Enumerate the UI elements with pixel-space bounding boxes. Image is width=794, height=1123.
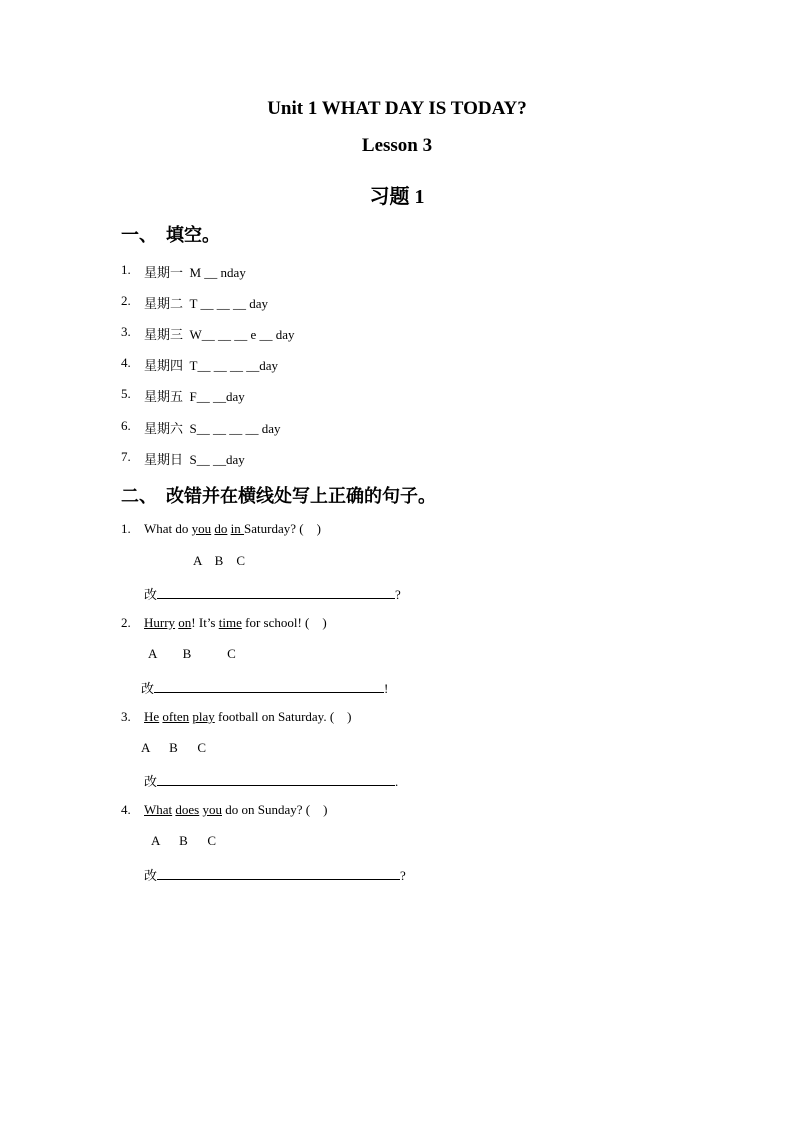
error-part-a: What <box>144 802 173 817</box>
unit-title: Unit 1 WHAT DAY IS TODAY? <box>267 98 527 119</box>
list-item-number: 4. <box>121 355 131 370</box>
correction-blank <box>157 585 395 599</box>
question-number: 3. <box>121 709 131 724</box>
question-number: 2. <box>121 615 131 630</box>
error-part-a: He <box>144 709 160 724</box>
error-part-b: often <box>162 709 190 724</box>
answer-options: A B C <box>193 553 246 568</box>
error-part-c: you <box>202 802 222 817</box>
list-item: 星期六 S__ __ __ __ day <box>144 421 281 436</box>
question-sentence: Hurry on! It’s time for school! ( ) <box>144 615 327 630</box>
error-part-a: you <box>191 521 212 536</box>
list-item: 星期三 W__ __ __ e __ day <box>144 327 295 342</box>
answer-options: A B C <box>151 833 217 848</box>
exercise-title: 习题 1 <box>369 186 425 208</box>
list-item-number: 7. <box>121 449 131 464</box>
list-item-number: 6. <box>121 418 131 433</box>
correction-line[interactable]: 改 ? <box>144 868 406 883</box>
error-part-c: play <box>192 709 215 724</box>
error-part-c: time <box>218 615 242 630</box>
list-item: 星期二 T __ __ __ day <box>144 296 268 311</box>
list-item-number: 1. <box>121 262 131 277</box>
error-part-c: in <box>230 521 245 536</box>
question-sentence: What does you do on Sunday? ( ) <box>144 802 328 817</box>
error-part-b: do <box>214 521 228 536</box>
error-part-b: on <box>178 615 192 630</box>
list-item: 星期日 S__ __day <box>144 452 245 467</box>
list-item-number: 2. <box>121 293 131 308</box>
correction-line[interactable]: 改 ! <box>141 681 389 696</box>
question-number: 4. <box>121 802 131 817</box>
list-item: 星期五 F__ __day <box>144 389 245 404</box>
list-item: 星期一 M __ nday <box>144 265 246 280</box>
list-item-number: 3. <box>121 324 131 339</box>
correction-blank <box>157 772 395 786</box>
question-sentence: What do you do in Saturday? ( ) <box>144 521 321 536</box>
error-part-b: does <box>175 802 200 817</box>
error-part-a: Hurry <box>144 615 176 630</box>
list-item-number: 5. <box>121 386 131 401</box>
correction-blank <box>157 866 400 880</box>
correction-line[interactable]: 改 ? <box>144 587 401 602</box>
answer-options: A B C <box>141 740 207 755</box>
correction-blank <box>154 679 384 693</box>
section-1-heading: 一、 填空。 <box>121 225 220 245</box>
list-item: 星期四 T__ __ __ __day <box>144 358 278 373</box>
question-number: 1. <box>121 521 131 536</box>
question-sentence: He often play football on Saturday. ( ) <box>144 709 352 724</box>
section-2-heading: 二、 改错并在横线处写上正确的句子。 <box>121 486 436 506</box>
lesson-title: Lesson 3 <box>361 135 433 156</box>
answer-options: A B C <box>148 646 236 661</box>
correction-line[interactable]: 改 . <box>144 774 399 789</box>
